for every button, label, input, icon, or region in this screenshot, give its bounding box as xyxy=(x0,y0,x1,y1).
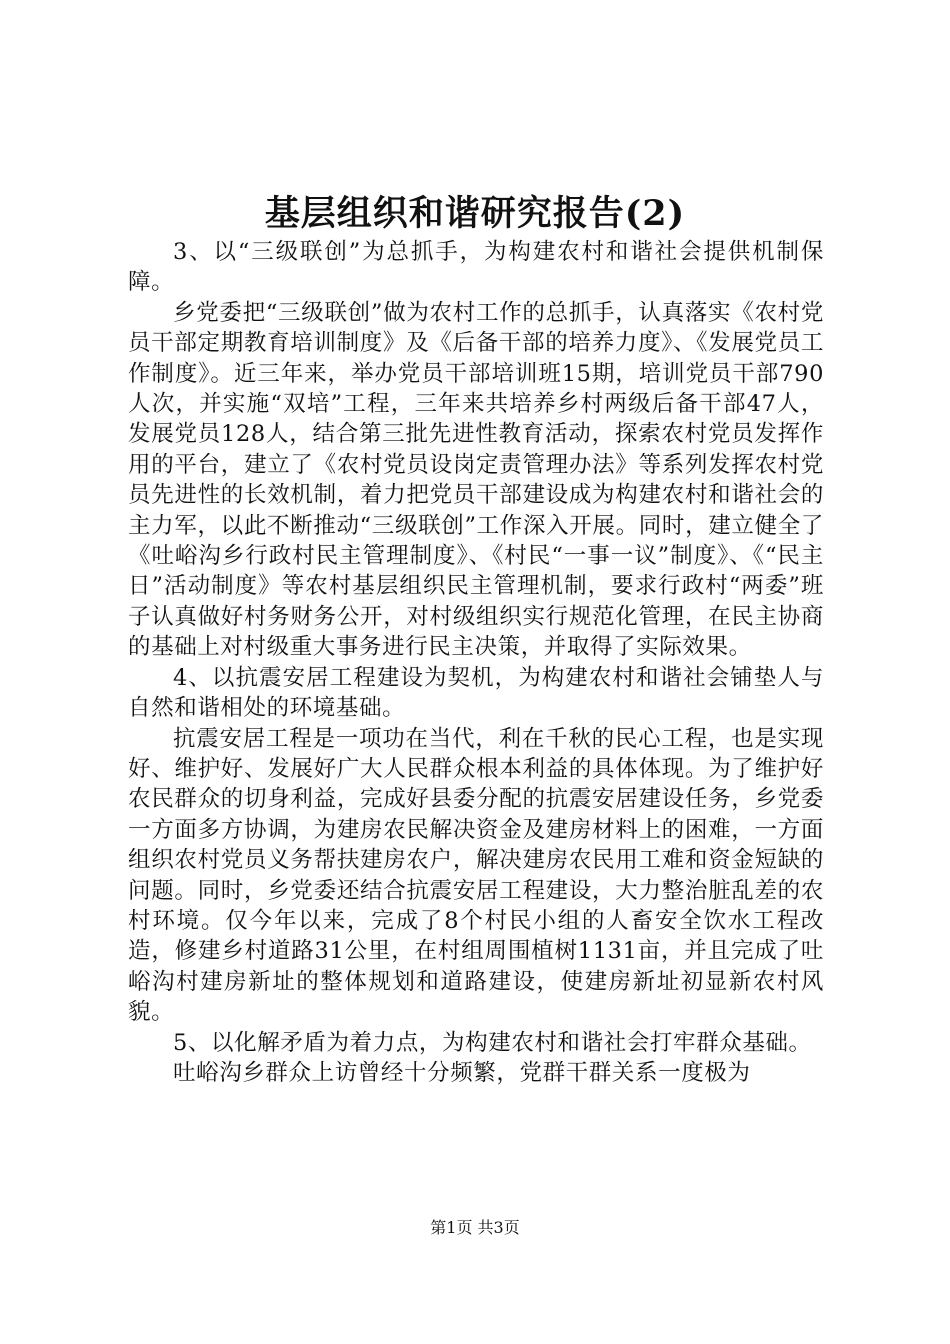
paragraph: 吐峪沟乡群众上访曾经十分频繁，党群干群关系一度极为 xyxy=(173,1059,751,1086)
document-body xyxy=(128,237,824,1088)
document-title: 基层组织和谐研究报告(2) xyxy=(264,193,686,234)
paragraph: 3、以“三级联创”为总抓手，为构建农村和谐社会提供机制保障。 xyxy=(128,239,824,296)
paragraph: 4、以抗震安居工程建设为契机，为构建农村和谐社会铺垫人与自然和谐相处的环境基础。 xyxy=(128,664,824,722)
paragraph: 5、以化解矛盾为着力点，为构建农村和谐社会打牢群众基础。 xyxy=(173,1029,812,1056)
page-number-footer: 第1页 共3页 xyxy=(430,1218,520,1237)
paragraph: 抗震安居工程是一项功在当代，利在千秋的民心工程，也是实现好、维护好、发展好广大人民群众根本利益的具体体现。为了维护好农民群众的切身利益，完成好县委分配的抗震安居建设任务，乡党委一方面多方协调，为建房农民解决资金及建房材料上的困难，一方面组织农村党员义务帮扶建房农户，解决建房农民用工难和资金短缺的问题。同时，乡党委还结合抗震安居工程建设，大力整治脏乱差的农村环境。仅今年以来，完成了8个村民小组的人畜安全饮水工程改造，修建乡村道路31公里，在村组周围植树1131亩，并且完成了吐峪沟村建房新址的整体规划和道路建设，使建房新址初显新农村风貌。 xyxy=(128,725,824,1026)
paragraph: 乡党委把“三级联创”做为农村工作的总抓手，认真落实《农村党员干部定期教育培训制度》及《后备干部的培养力度》、《发展党员工作制度》。近三年来，举办党员干部培训班15期，培训党员干部790人次，并实施“双培”工程，三年来共培养乡村两级后备干部47人，发展党员128人，结合第三批先进性教育活动，探索农村党员发挥作用的平台，建立了《农村党员设岗定责管理办法》等系列发挥农村党员先进性的长效机制，着力把党员干部建设成为构建农村和谐社会的主力军，以此不断推动“三级联创”工作深入开展。同时，建立健全了《吐峪沟乡行政村民主管理制度》、《村民“一事一议”制度》、《“民主日”活动制度》等农村基层组织民主管理机制，要求行政村“两委”班子认真做好村务财务公开，对村级组织实行规范化管理，在民主协商的基础上对村级重大事务进行民主决策，并取得了实际效果。 xyxy=(128,299,824,661)
